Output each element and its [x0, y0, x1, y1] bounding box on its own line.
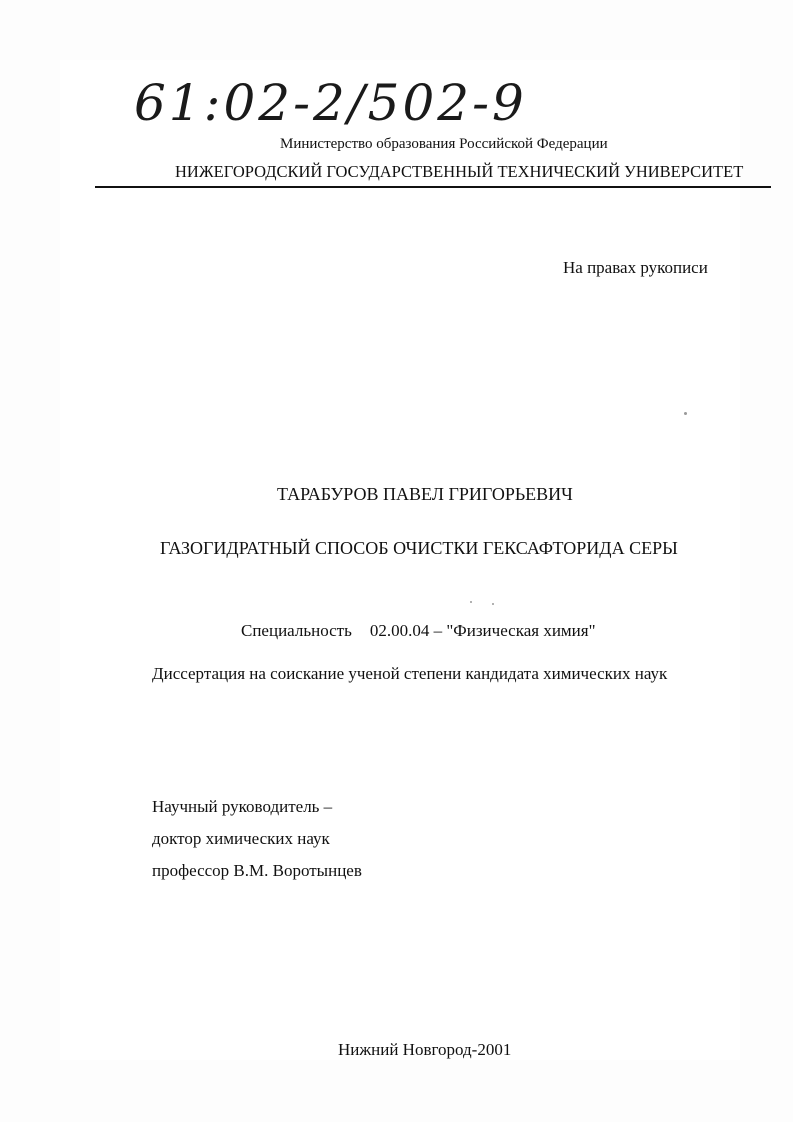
- speciality-code: 02.00.04 – "Физическая химия": [369, 621, 596, 640]
- header-divider: [95, 186, 771, 188]
- supervisor-block: [152, 791, 362, 887]
- scan-speck: [470, 601, 472, 603]
- scan-speck: [684, 412, 687, 415]
- scan-area: [60, 60, 740, 1060]
- dissertation-description: Диссертация на соискание ученой степени кандидата химических наук: [152, 664, 668, 683]
- handwritten-code-text: 61:02-2/502-9: [134, 74, 527, 132]
- scan-speck: [492, 603, 494, 605]
- supervisor-degree: доктор химических наук: [152, 829, 330, 848]
- university-line: НИЖЕГОРОДСКИЙ ГОСУДАРСТВЕННЫЙ ТЕХНИЧЕСКИЙ УНИВЕРСИТЕТ: [175, 162, 744, 181]
- supervisor-role: Научный руководитель –: [152, 797, 333, 816]
- manuscript-rights: На правах рукописи: [563, 258, 708, 277]
- city-year: Нижний Новгород-2001: [338, 1040, 512, 1059]
- speciality-label: Специальность: [241, 621, 352, 640]
- ministry-line: Министерство образования Российской Федерации: [280, 136, 608, 152]
- dissertation-title: ГАЗОГИДРАТНЫЙ СПОСОБ ОЧИСТКИ ГЕКСАФТОРИДА СЕРЫ: [160, 538, 678, 558]
- speciality-line: [241, 621, 596, 641]
- handwritten-catalog-code: [130, 68, 610, 138]
- author-name: ТАРАБУРОВ ПАВЕЛ ГРИГОРЬЕВИЧ: [277, 484, 573, 504]
- supervisor-name: профессор В.М. Воротынцев: [152, 861, 362, 880]
